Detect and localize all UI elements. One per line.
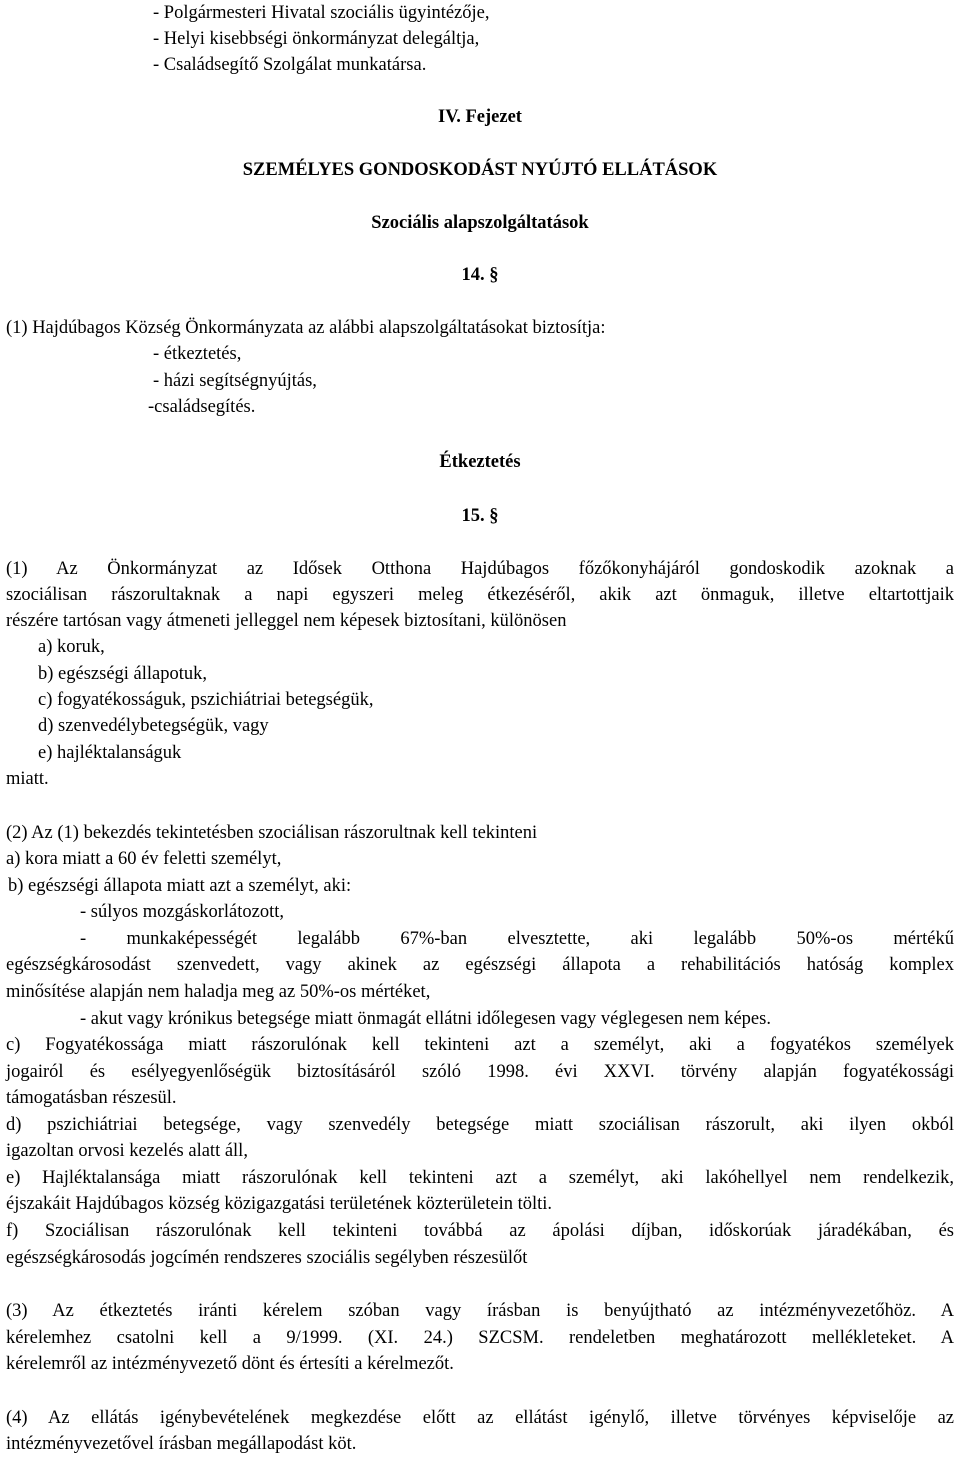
list-item: - akut vagy krónikus betegsége miatt önmagát ellátni időlegesen vagy véglegesen nem képes. [80, 1009, 771, 1029]
paragraph-line: b) egészségi állapota miatt azt a személyt, aki: [8, 876, 352, 896]
paragraph-line: részére tartósan vagy átmeneti jelleggel nem képesek biztosítani, különösen [6, 611, 567, 631]
paragraph-line: intézményvezetővel írásban megállapodást köt. [6, 1434, 357, 1454]
paragraph-line: miatt. [6, 769, 49, 789]
paragraph-line: (3) Az étkeztetés iránti kérelem szóban vagy írásban is benyújtható az intézményvezetőhöz. A [6, 1301, 954, 1321]
list-item: - súlyos mozgáskorlátozott, [80, 902, 284, 922]
list-item: -családsegítés. [148, 397, 256, 417]
list-item: c) fogyatékosságuk, pszichiátriai betegségük, [38, 690, 374, 710]
list-item: a) koruk, [38, 637, 105, 657]
etkeztetes-title: Étkeztetés [439, 452, 521, 472]
list-item: e) hajléktalanságuk [38, 743, 182, 763]
paragraph-line: egészségkárosodást szenvedett, vagy akinek az egészségi állapota a rehabilitációs hatóság komplex [6, 955, 954, 975]
paragraph-line: f) Szociálisan rászorulónak kell tekinteni továbbá az ápolási díjban, időskorúak járadékában, és [6, 1221, 954, 1241]
paragraph-line: éjszakáit Hajdúbagos község közigazgatási területének közterületein tölti. [6, 1194, 553, 1214]
section-14-heading: 14. § [461, 265, 499, 285]
paragraph-line: - munkaképességét legalább 67%-ban elvesztette, aki legalább 50%-os mértékű [80, 929, 954, 949]
paragraph-line: (2) Az (1) bekezdés tekintetésben szociálisan rászorultnak kell tekinteni [6, 823, 538, 843]
section-15-heading: 15. § [461, 506, 499, 526]
chapter-title: SZEMÉLYES GONDOSKODÁST NYÚJTÓ ELLÁTÁSOK [242, 160, 718, 180]
paragraph-line: a) kora miatt a 60 év feletti személyt, [6, 849, 282, 869]
list-item: - házi segítségnyújtás, [153, 371, 317, 391]
chapter-subtitle: Szociális alapszolgáltatások [371, 213, 589, 233]
paragraph-line: egészségkárosodás jogcímén rendszeres szociális segélyben részesülőt [6, 1248, 528, 1268]
paragraph-line: igazoltan orvosi kezelés alatt áll, [6, 1141, 248, 1161]
chapter-number: IV. Fejezet [438, 107, 522, 127]
section-14-intro: (1) Hajdúbagos Község Önkormányzata az alábbi alapszolgáltatásokat biztosítja: [6, 318, 606, 338]
list-item: b) egészségi állapotuk, [38, 664, 208, 684]
paragraph-line: c) Fogyatékossága miatt rászorulónak kell tekinteni azt a személyt, aki a fogyatékos személyek [6, 1035, 954, 1055]
paragraph-line: szociálisan rászorultaknak a napi egyszeri meleg étkezéséről, akik azt önmaguk, illetve eltartottjaik [6, 585, 954, 605]
list-item: - Családsegítő Szolgálat munkatársa. [153, 55, 427, 75]
list-item: - étkeztetés, [153, 344, 242, 364]
paragraph-line: (4) Az ellátás igénybevételének megkezdése előtt az ellátást igénylő, illetve törvényes képviselője az [6, 1408, 954, 1428]
paragraph-line: támogatásban részesül. [6, 1088, 177, 1108]
paragraph-line: kérelemhez csatolni kell a 9/1999. (XI. 24.) SZCSM. rendeletben meghatározott mellékleteket. A [6, 1328, 954, 1348]
list-item: d) szenvedélybetegségük, vagy [38, 716, 269, 736]
list-item: - Helyi kisebbségi önkormányzat delegáltja, [153, 29, 480, 49]
paragraph-line: jogairól és esélyegyenlőségük biztosításáról szóló 1998. évi XXVI. törvény alapján fogyatékossági [6, 1062, 954, 1082]
paragraph-line: d) pszichiátriai betegsége, vagy szenvedély betegsége miatt szociálisan rászorult, aki ilyen okból [6, 1115, 954, 1135]
paragraph-line: minősítése alapján nem haladja meg az 50%-os mértéket, [6, 982, 431, 1002]
list-item: - Polgármesteri Hivatal szociális ügyintézője, [153, 3, 490, 23]
paragraph-line: (1) Az Önkormányzat az Idősek Otthona Hajdúbagos főzőkonyhájáról gondoskodik azoknak a [6, 559, 954, 579]
paragraph-line: e) Hajléktalansága miatt rászorulónak kell tekinteni azt a személyt, aki lakóhellyel nem rendelkezik, [6, 1168, 954, 1188]
paragraph-line: kérelemről az intézményvezető dönt és értesíti a kérelmezőt. [6, 1354, 454, 1374]
